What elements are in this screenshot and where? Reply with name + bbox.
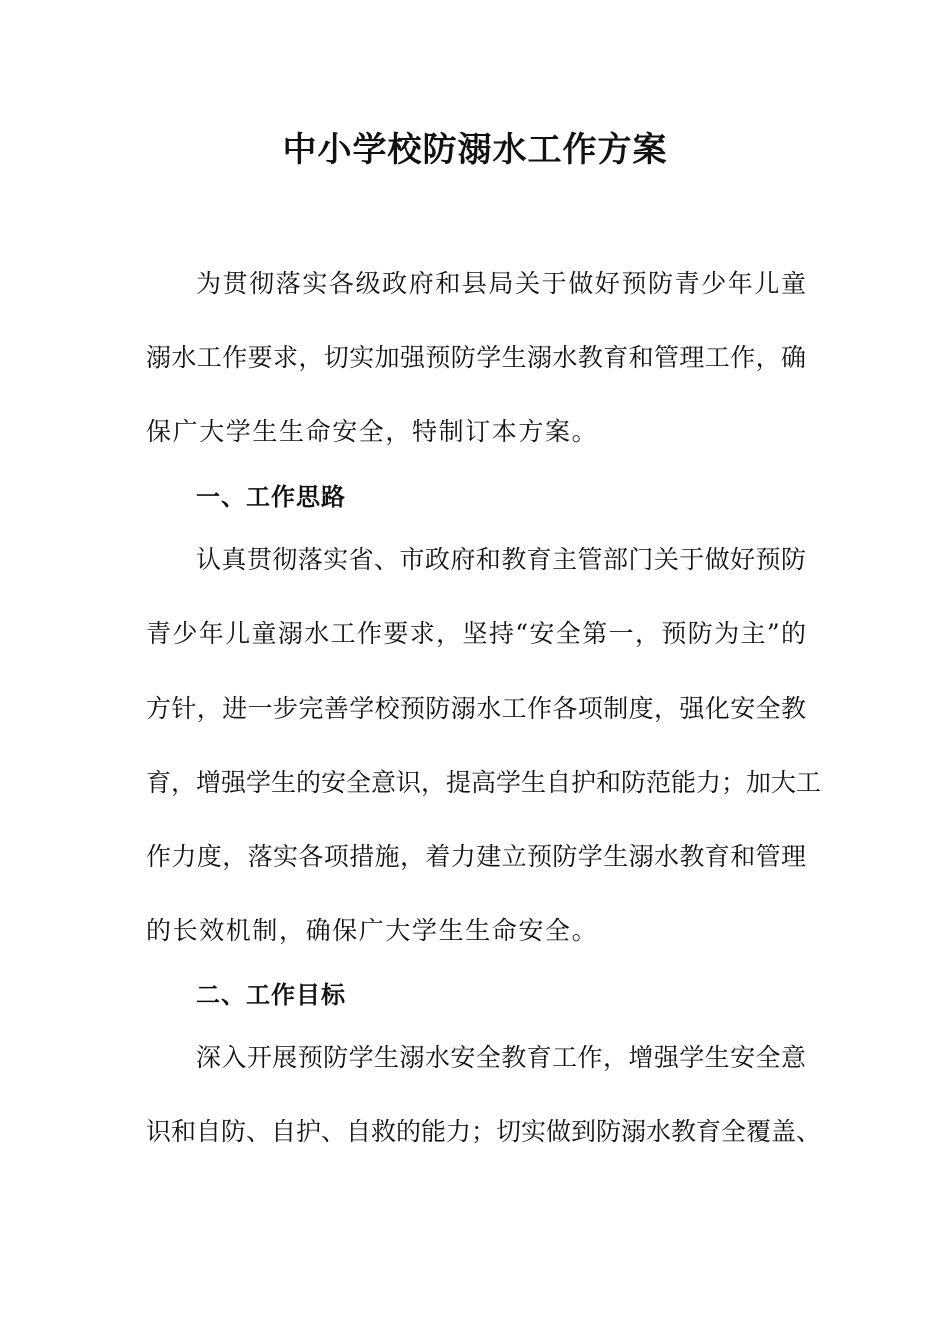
section1-line-6: 的长效机制，确保广大学生生命安全。: [146, 916, 599, 945]
section1-line-2: 青少年儿童溺水工作要求，坚持“安全第一，预防为主”的: [146, 619, 806, 648]
section1-line-5: 作力度，落实各项措施，着力建立预防学生溺水教育和管理: [146, 842, 806, 871]
intro-line-3: 保广大学生生命安全，特制订本方案。: [146, 417, 599, 446]
document-title: 中小学校防溺水工作方案: [282, 130, 668, 170]
section-heading-work-approach: 一、工作思路: [196, 483, 346, 511]
section1-line-4: 育，增强学生的安全意识，提高学生自护和防范能力；加大工: [146, 768, 822, 797]
intro-line-1: 为贯彻落实各级政府和县局关于做好预防青少年儿童: [196, 269, 806, 298]
section-heading-work-goals: 二、工作目标: [196, 981, 346, 1009]
section1-line-3: 方针，进一步完善学校预防溺水工作各项制度，强化安全教: [146, 694, 806, 723]
intro-line-2: 溺水工作要求，切实加强预防学生溺水教育和管理工作，确: [146, 343, 806, 372]
section2-line-1: 深入开展预防学生溺水安全教育工作，增强学生安全意: [196, 1043, 806, 1072]
section2-line-2: 识和自防、自护、自救的能力；切实做到防溺水教育全覆盖、: [146, 1117, 822, 1146]
section1-line-1: 认真贯彻落实省、市政府和教育主管部门关于做好预防: [196, 545, 806, 574]
